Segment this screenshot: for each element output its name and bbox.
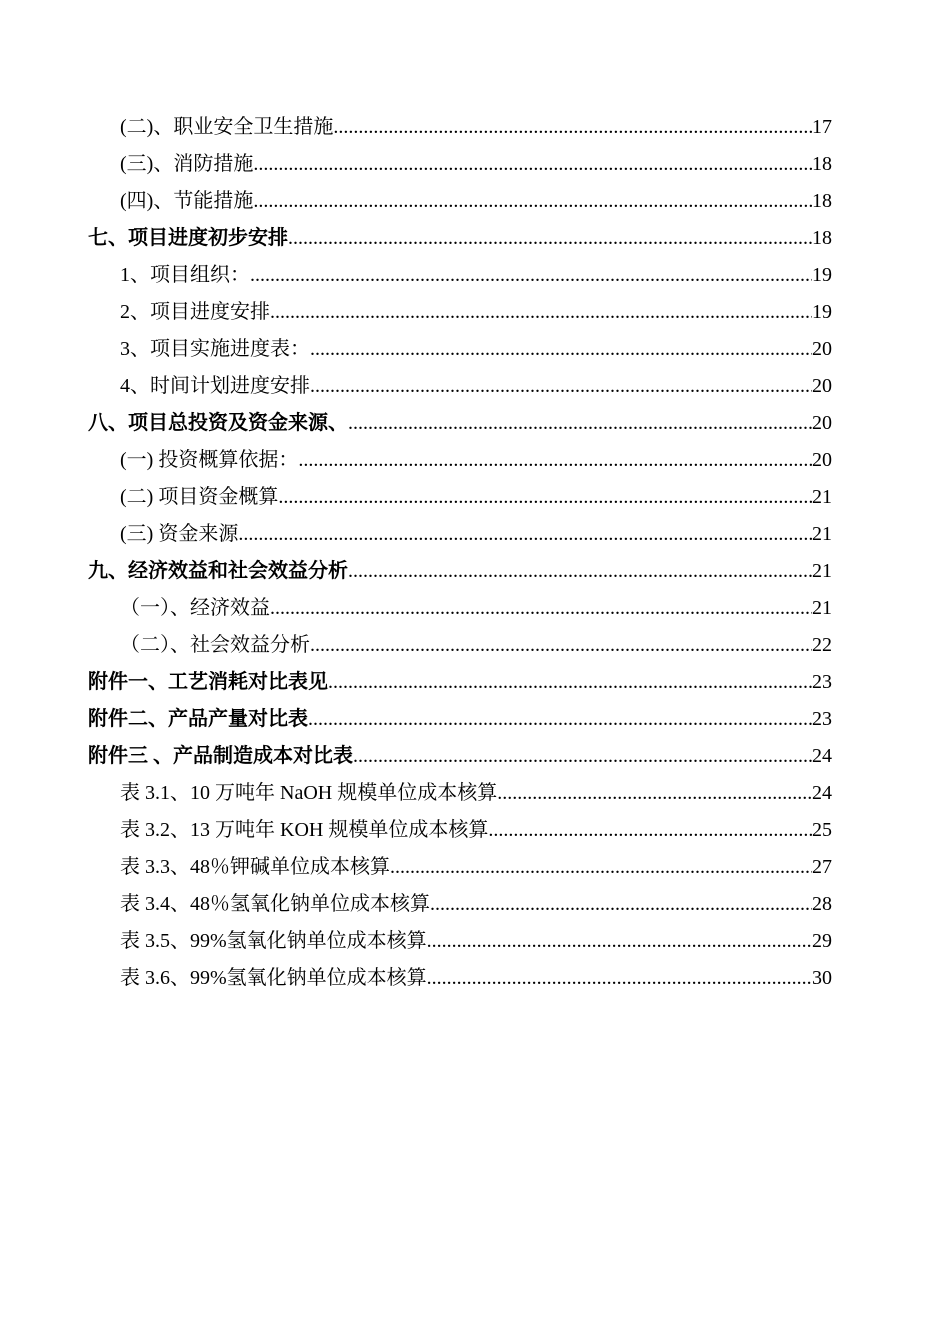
toc-section-heading[interactable] xyxy=(88,220,832,257)
toc-entry-title: 附件二、产品产量对比表 xyxy=(88,708,308,730)
toc-entry-title: 4、时间计划进度安排 xyxy=(120,375,310,397)
toc-entry-title: 附件三 、产品制造成本对比表 xyxy=(88,745,353,767)
toc-leader-dots xyxy=(308,701,812,738)
toc-leader-dots xyxy=(310,331,812,368)
toc-leader-dots xyxy=(253,183,812,220)
toc-entry-page: 24 xyxy=(812,745,832,767)
toc-entry-title: 七、项目进度初步安排 xyxy=(88,227,288,249)
toc-entry-title: 表 3.1、10 万吨年 NaOH 规模单位成本核算 xyxy=(120,782,498,804)
toc-entry[interactable] xyxy=(88,331,832,368)
toc-entry-page: 22 xyxy=(812,634,832,656)
toc-entry-page: 19 xyxy=(812,264,832,286)
toc-entry-page: 21 xyxy=(812,560,832,582)
toc-leader-dots xyxy=(497,775,812,812)
toc-entry-page: 28 xyxy=(812,893,832,915)
toc-entry[interactable] xyxy=(88,294,832,331)
toc-entry-page: 29 xyxy=(812,930,832,952)
toc-leader-dots xyxy=(488,812,812,849)
toc-entry-title: (二)、职业安全卫生措施 xyxy=(120,116,334,138)
toc-entry-title: 表 3.3、48％钾碱单位成本核算 xyxy=(120,856,390,878)
toc-entry-page: 19 xyxy=(812,301,832,323)
toc-entry[interactable] xyxy=(88,109,832,146)
toc-entry[interactable] xyxy=(88,627,832,664)
toc-section-heading[interactable] xyxy=(88,405,832,442)
toc-entry-title: (三)、消防措施 xyxy=(120,153,254,175)
toc-entry-page: 30 xyxy=(812,967,832,989)
toc-entry[interactable] xyxy=(88,775,832,812)
toc-entry-page: 18 xyxy=(812,153,832,175)
toc-section-heading[interactable] xyxy=(88,553,832,590)
toc-entry-page: 21 xyxy=(812,523,832,545)
toc-entry-page: 21 xyxy=(812,486,832,508)
toc-leader-dots xyxy=(430,886,812,923)
toc-entry-title: 2、项目进度安排 xyxy=(120,301,270,323)
toc-entry-title: 九、经济效益和社会效益分析 xyxy=(88,560,348,582)
toc-entry-title: 表 3.5、99%氢氧化钠单位成本核算 xyxy=(120,930,427,952)
toc-entry-page: 24 xyxy=(812,782,832,804)
toc-entry[interactable] xyxy=(88,516,832,553)
toc-entry-title: (二) 项目资金概算 xyxy=(120,486,279,508)
toc-entry[interactable] xyxy=(88,590,832,627)
toc-leader-dots xyxy=(288,220,812,257)
toc-entry[interactable] xyxy=(88,146,832,183)
toc-leader-dots xyxy=(427,960,812,997)
toc-leader-dots xyxy=(270,590,812,627)
table-of-contents xyxy=(88,109,832,997)
toc-leader-dots xyxy=(353,738,812,775)
toc-leader-dots xyxy=(333,109,812,146)
toc-entry-page: 23 xyxy=(812,671,832,693)
toc-entry-title: 八、项目总投资及资金来源、 xyxy=(88,412,348,434)
toc-entry-title: （一）、经济效益 xyxy=(120,597,270,619)
toc-entry-title: （二）、社会效益分析 xyxy=(120,634,310,656)
toc-leader-dots xyxy=(298,442,812,479)
toc-entry-page: 25 xyxy=(812,819,832,841)
toc-entry[interactable] xyxy=(88,923,832,960)
toc-entry-title: 附件一、工艺消耗对比表见 xyxy=(88,671,328,693)
toc-entry[interactable] xyxy=(88,886,832,923)
toc-entry[interactable] xyxy=(88,368,832,405)
toc-leader-dots xyxy=(238,516,812,553)
toc-entry[interactable] xyxy=(88,812,832,849)
toc-entry[interactable] xyxy=(88,849,832,886)
toc-leader-dots xyxy=(250,257,812,294)
toc-entry[interactable] xyxy=(88,442,832,479)
toc-entry-page: 21 xyxy=(812,597,832,619)
toc-entry[interactable] xyxy=(88,183,832,220)
toc-leader-dots xyxy=(427,923,812,960)
toc-entry-page: 18 xyxy=(812,227,832,249)
toc-leader-dots xyxy=(270,294,812,331)
toc-leader-dots xyxy=(328,664,812,701)
toc-entry-title: 表 3.4、48％氢氧化钠单位成本核算 xyxy=(120,893,430,915)
toc-leader-dots xyxy=(310,368,812,405)
toc-entry[interactable] xyxy=(88,257,832,294)
toc-entry-page: 20 xyxy=(812,375,832,397)
toc-entry-page: 17 xyxy=(812,116,832,138)
toc-section-heading[interactable] xyxy=(88,738,832,775)
toc-section-heading[interactable] xyxy=(88,701,832,738)
toc-entry-title: (四)、节能措施 xyxy=(120,190,254,212)
toc-entry-title: 表 3.6、99%氢氧化钠单位成本核算 xyxy=(120,967,427,989)
toc-entry-page: 23 xyxy=(812,708,832,730)
toc-entry-page: 27 xyxy=(812,856,832,878)
toc-entry-title: 3、项目实施进度表： xyxy=(120,338,310,360)
toc-entry-page: 20 xyxy=(812,412,832,434)
toc-leader-dots xyxy=(348,405,812,442)
toc-entry-page: 20 xyxy=(812,338,832,360)
toc-entry-page: 20 xyxy=(812,449,832,471)
toc-entry-title: 1、项目组织： xyxy=(120,264,250,286)
toc-leader-dots xyxy=(253,146,812,183)
toc-leader-dots xyxy=(348,553,812,590)
toc-leader-dots xyxy=(390,849,812,886)
toc-leader-dots xyxy=(278,479,812,516)
toc-entry-title: (一) 投资概算依据： xyxy=(120,449,299,471)
toc-leader-dots xyxy=(310,627,812,664)
toc-entry[interactable] xyxy=(88,479,832,516)
toc-entry-title: 表 3.2、13 万吨年 KOH 规模单位成本核算 xyxy=(120,819,489,841)
toc-entry-title: (三) 资金来源 xyxy=(120,523,239,545)
toc-entry-page: 18 xyxy=(812,190,832,212)
toc-section-heading[interactable] xyxy=(88,664,832,701)
toc-entry[interactable] xyxy=(88,960,832,997)
